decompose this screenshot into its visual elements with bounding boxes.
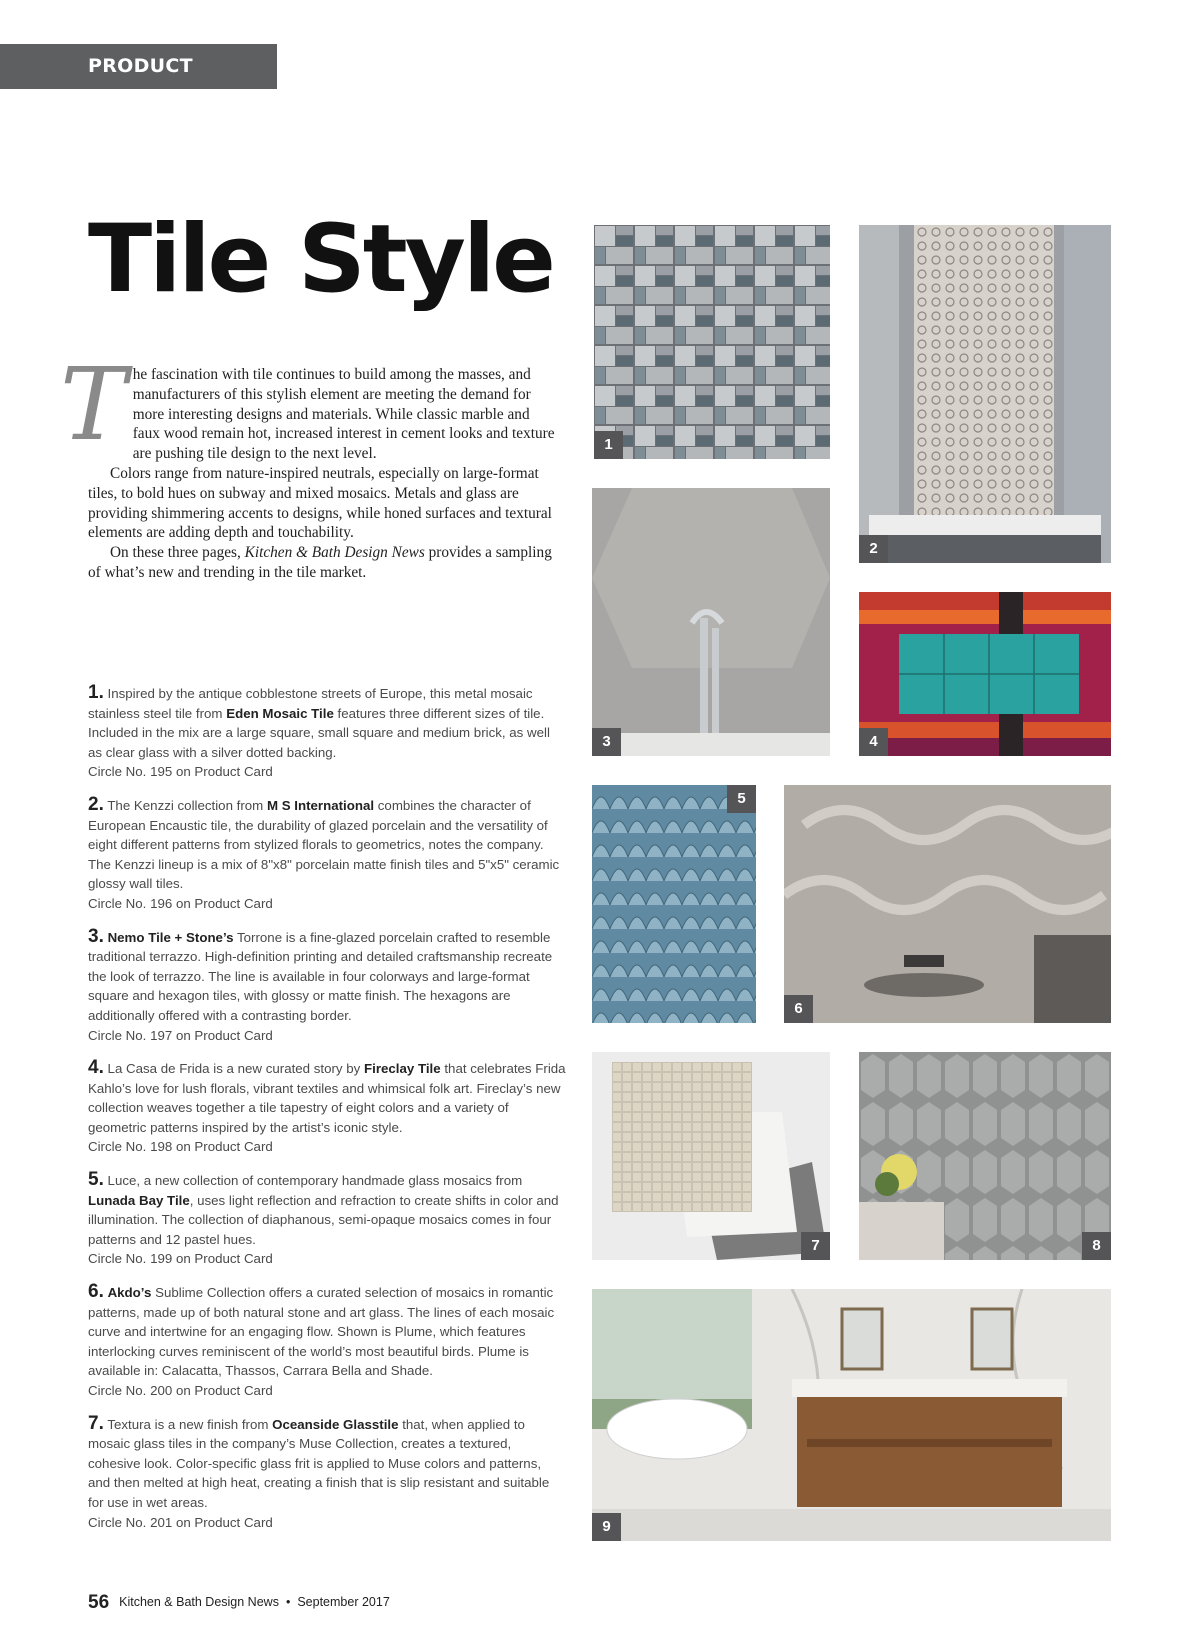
product-item-2 — [88, 795, 566, 914]
product-item-1 — [88, 683, 566, 782]
page-footer — [88, 1592, 390, 1614]
terrazzo-bath-image — [592, 488, 830, 756]
publication-name: Kitchen & Bath Design News — [244, 544, 425, 562]
item-text: that celebrates Frida Kahlo’s love for lush florals, vibrant textiles and whimsical folk art. Fireclay’s new collection weaves together a tile tapestry of eight colors and a variety of geometric patterns inspired by the artist’s iconic style. — [88, 1061, 566, 1135]
item-text: Inspired by the antique cobblestone streets of Europe, this metal mosaic stainless steel tile from — [88, 686, 533, 721]
item-text: Torrone is a fine-glazed porcelain crafted to resemble traditional terrazzo. High-definition printing and detailed craftsmanship recreate the look of terrazzo. The line is available in four colorways and large-format square and hexagon tiles, with glossy or matte finish. The hexagons are additionally offered with a contrasting border. — [88, 929, 553, 1023]
plume-mosaic-image — [784, 785, 1111, 1023]
section-banner: PRODUCT REVIEW — [0, 44, 277, 89]
item-text: combines the character of European Encaustic tile, the durability of glazed porcelain and the versatility of eight different patterns from stylized florals to geometrics, notes the company. The Kenzzi lineup is a mix of 8"x8" porcelain matte finish tiles and 5"x5" ceramic glossy wall tiles. — [88, 797, 560, 892]
issue-date: September 2017 — [297, 1595, 390, 1609]
intro-paragraph-1-text: he fascination with tile continues to build among the masses, and manufacturers of this stylish element are meeting the demand for more interesting designs and materials. While classic marble and faux wood remain hot, increased interest in cement looks and texture are pushing tile design to the next level. — [132, 366, 555, 463]
item-text: La Casa de Frida is a new curated story by — [103, 1061, 365, 1077]
item-text: that, when applied to mosaic glass tiles in the company’s Muse Collection, creates a textured, cohesive look. Color-specific glass frit is applied to Muse colors and patterns, and then melted at high heat, creating a finish that is slip resistant and suitable for use in wet areas. — [88, 1416, 550, 1510]
product-item-6 — [88, 1282, 566, 1401]
item-number: 5. — [88, 1169, 104, 1191]
intro-paragraph-1 — [60, 346, 560, 464]
item-brand: Nemo Tile + Stone’s — [107, 929, 234, 945]
photo-number-2: 2 — [859, 535, 888, 563]
turquoise-star-tile-photo — [859, 592, 1111, 756]
turquoise-star-tile-image — [859, 592, 1111, 756]
item-text: The Kenzzi collection from — [103, 797, 267, 813]
page-title: Tile Style — [88, 205, 553, 314]
item-text: features three different sizes of tile. Included in the mix are a large square, small square and medium brick, as well as clear glass with a silver dotted backing. — [88, 705, 550, 760]
photo-number-9: 9 — [592, 1513, 621, 1541]
photo-number-3: 3 — [592, 728, 621, 756]
item-number: 2. — [88, 793, 104, 815]
item-brand: Lunada Bay Tile — [88, 1192, 190, 1208]
intro-paragraph-2: Colors range from nature-inspired neutrals, especially on large-format tiles, to bold hues on subway and mixed mosaics. Metals and glass are providing shimmering accents to designs, while honed surfaces and textural elements are adding depth and touchability. — [88, 464, 552, 542]
dropcap: T — [60, 346, 127, 463]
glass-mosaic-sheets-photo — [592, 1052, 830, 1260]
photo-number-8: 8 — [1082, 1232, 1111, 1260]
page-number: 56 — [88, 1592, 110, 1613]
intro-paragraph-3-lead: On these three pages, — [110, 544, 245, 562]
item-text: Textura is a new finish from — [103, 1416, 273, 1432]
product-list — [88, 683, 566, 1545]
marble-bathroom-image — [592, 1289, 1111, 1541]
circle-number: Circle No. 199 on Product Card — [88, 1251, 273, 1267]
circle-number: Circle No. 201 on Product Card — [88, 1514, 273, 1530]
photo-number-6: 6 — [784, 995, 813, 1023]
product-item-7 — [88, 1414, 566, 1533]
item-brand: Fireclay Tile — [364, 1061, 441, 1077]
item-brand: Oceanside Glasstile — [272, 1416, 399, 1432]
circle-number: Circle No. 198 on Product Card — [88, 1139, 273, 1155]
item-brand: Eden Mosaic Tile — [226, 705, 334, 721]
publication-title: Kitchen & Bath Design News — [119, 1595, 279, 1609]
item-text: Sublime Collection offers a curated selection of mosaics in romantic patterns, made up of both natural stone and art glass. The lines of each mosaic curve and intertwine for an engaging flow. Shown is Plume, which features interlocking curves reminiscent of the world’s most beautiful birds. Plume is available in: Calacatta, Thassos, Carrara Bella and Shade. — [88, 1285, 555, 1379]
picket-tile-photo — [859, 1052, 1111, 1260]
glass-fish-scale-image — [592, 785, 756, 1023]
marble-bathroom-photo — [592, 1289, 1111, 1541]
circle-number: Circle No. 197 on Product Card — [88, 1027, 273, 1043]
patterned-wall-image — [859, 225, 1111, 563]
product-item-5 — [88, 1170, 566, 1269]
intro-paragraph-3 — [88, 543, 560, 583]
item-text: Luce, a new collection of contemporary handmade glass mosaics from — [103, 1173, 523, 1189]
intro-paragraph-3-tail: provides a sampling of what’s new and trending in the tile market. — [88, 544, 552, 581]
photo-number-5: 5 — [727, 785, 756, 813]
item-brand: Akdo’s — [107, 1285, 152, 1301]
glass-fish-scale-mosaic-photo — [592, 785, 756, 1023]
plume-mosaic-photo — [784, 785, 1111, 1023]
item-number: 7. — [88, 1412, 104, 1434]
footer-separator: • — [285, 1595, 291, 1609]
intro-text — [60, 346, 560, 583]
patterned-wall-tile-photo — [859, 225, 1111, 563]
terrazzo-bath-photo — [592, 488, 830, 756]
photo-number-7: 7 — [801, 1232, 830, 1260]
circle-number: Circle No. 200 on Product Card — [88, 1383, 273, 1398]
item-number: 4. — [88, 1057, 104, 1079]
item-brand: M S International — [266, 797, 375, 813]
item-number: 6. — [88, 1281, 104, 1303]
metal-mosaic-image — [594, 225, 830, 459]
picket-tile-image — [859, 1052, 1111, 1260]
item-text: , uses light reflection and refraction to create shifts in color and illumination. The collection of diaphanous, semi-opaque mosaics comes in four patterns and 12 pastel hues. — [88, 1192, 559, 1247]
glass-mosaic-sheets-image — [592, 1052, 830, 1260]
photo-number-4: 4 — [859, 728, 888, 756]
circle-number: Circle No. 196 on Product Card — [88, 895, 273, 911]
photo-number-1: 1 — [594, 431, 623, 459]
item-number: 1. — [88, 682, 104, 703]
circle-number: Circle No. 195 on Product Card — [88, 764, 273, 780]
product-item-4 — [88, 1058, 566, 1157]
metal-mosaic-photo — [594, 225, 830, 459]
product-item-3 — [88, 927, 566, 1046]
item-number: 3. — [88, 925, 104, 947]
